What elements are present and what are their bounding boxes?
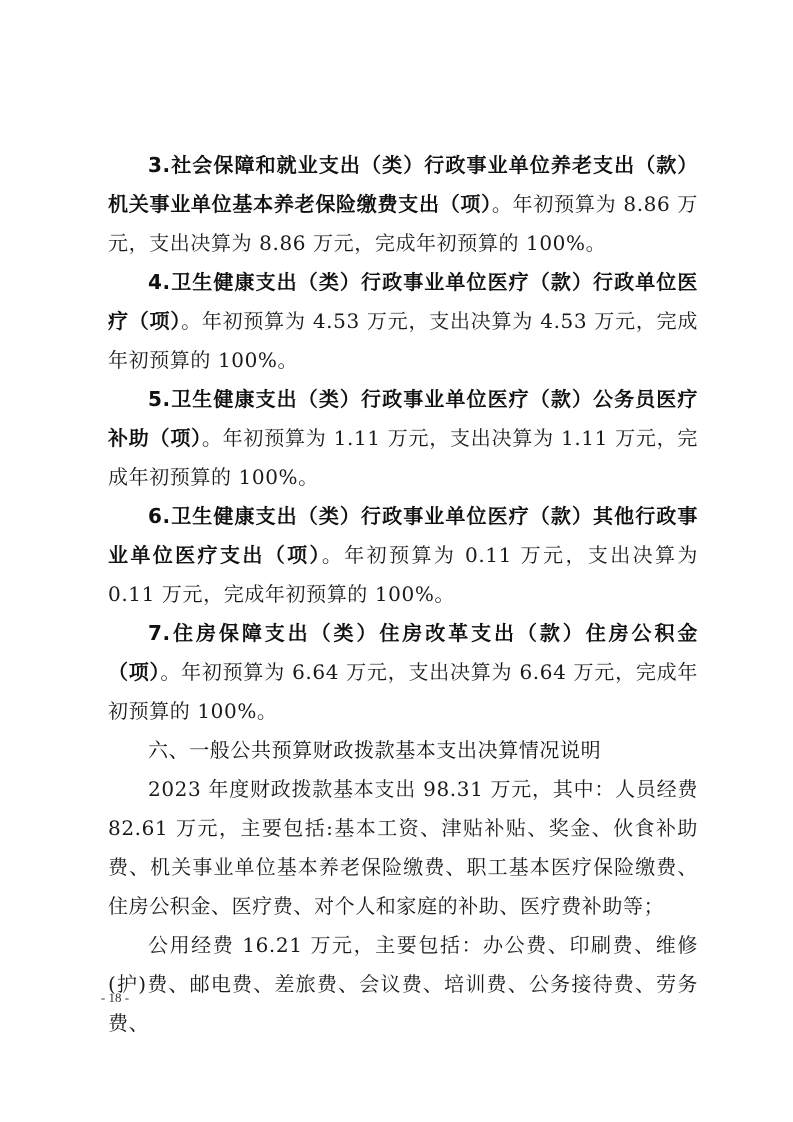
budget-item-6-text: 。年初预算为 0.11 万元，支出决算为 0.11 万元，完成年初预算的 100%。 (108, 543, 699, 606)
public-expenditure-paragraph: 公用经费 16.21 万元，主要包括：办公费、印刷费、维修(护)费、邮电费、差旅费、会议费、培训费、公务接待费、劳务费、 (108, 933, 698, 1035)
budget-item-4-text: 。年初预算为 4.53 万元，支出决算为 4.53 万元，完成年初预算的 100%。 (108, 309, 698, 372)
budget-item-4 (108, 263, 698, 380)
budget-item-7-heading: 7.住房保障支出（类）住房改革支出（款）住房公积金（项） (108, 621, 698, 684)
budget-item-5 (108, 380, 698, 497)
section-heading: 六、一般公共预算财政拨款基本支出决算情况说明 (148, 738, 602, 762)
budget-item-7-text: 。年初预算为 6.64 万元，支出决算为 6.64 万元，完成年初预算的 100%。 (108, 660, 698, 723)
budget-item-3-text: 。年初预算为 8.86 万元，支出决算为 8.86 万元，完成年初预算的 100%。 (108, 192, 699, 255)
budget-item-3-heading: 3.社会保障和就业支出（类）行政事业单位养老支出（款）机关事业单位基本养老保险缴费支出（项） (108, 153, 698, 216)
budget-item-6-heading: 6.卫生健康支出（类）行政事业单位医疗（款）其他行政事业单位医疗支出（项） (108, 504, 698, 567)
page-number: - 18 - (100, 990, 130, 1005)
document-body (108, 146, 698, 1043)
budget-item-7 (108, 614, 698, 731)
budget-item-4-heading: 4.卫生健康支出（类）行政事业单位医疗（款）行政单位医疗（项） (108, 270, 698, 333)
budget-item-6 (108, 497, 698, 614)
budget-item-3 (108, 146, 698, 263)
budget-item-5-heading: 5.卫生健康支出（类）行政事业单位医疗（款）公务员医疗补助（项） (108, 387, 698, 450)
budget-item-5-text: 。年初预算为 1.11 万元，支出决算为 1.11 万元，完成年初预算的 100%。 (108, 426, 699, 489)
basic-expenditure-paragraph: 2023 年度财政拨款基本支出 98.31 万元，其中：人员经费 82.61 万元，主要包括:基本工资、津贴补贴、奖金、伙食补助费、机关事业单位基本养老保险缴费、职工基本医疗保险缴费、住房公积金、医疗费、对个人和家庭的补助、医疗费补助等； (108, 777, 698, 918)
